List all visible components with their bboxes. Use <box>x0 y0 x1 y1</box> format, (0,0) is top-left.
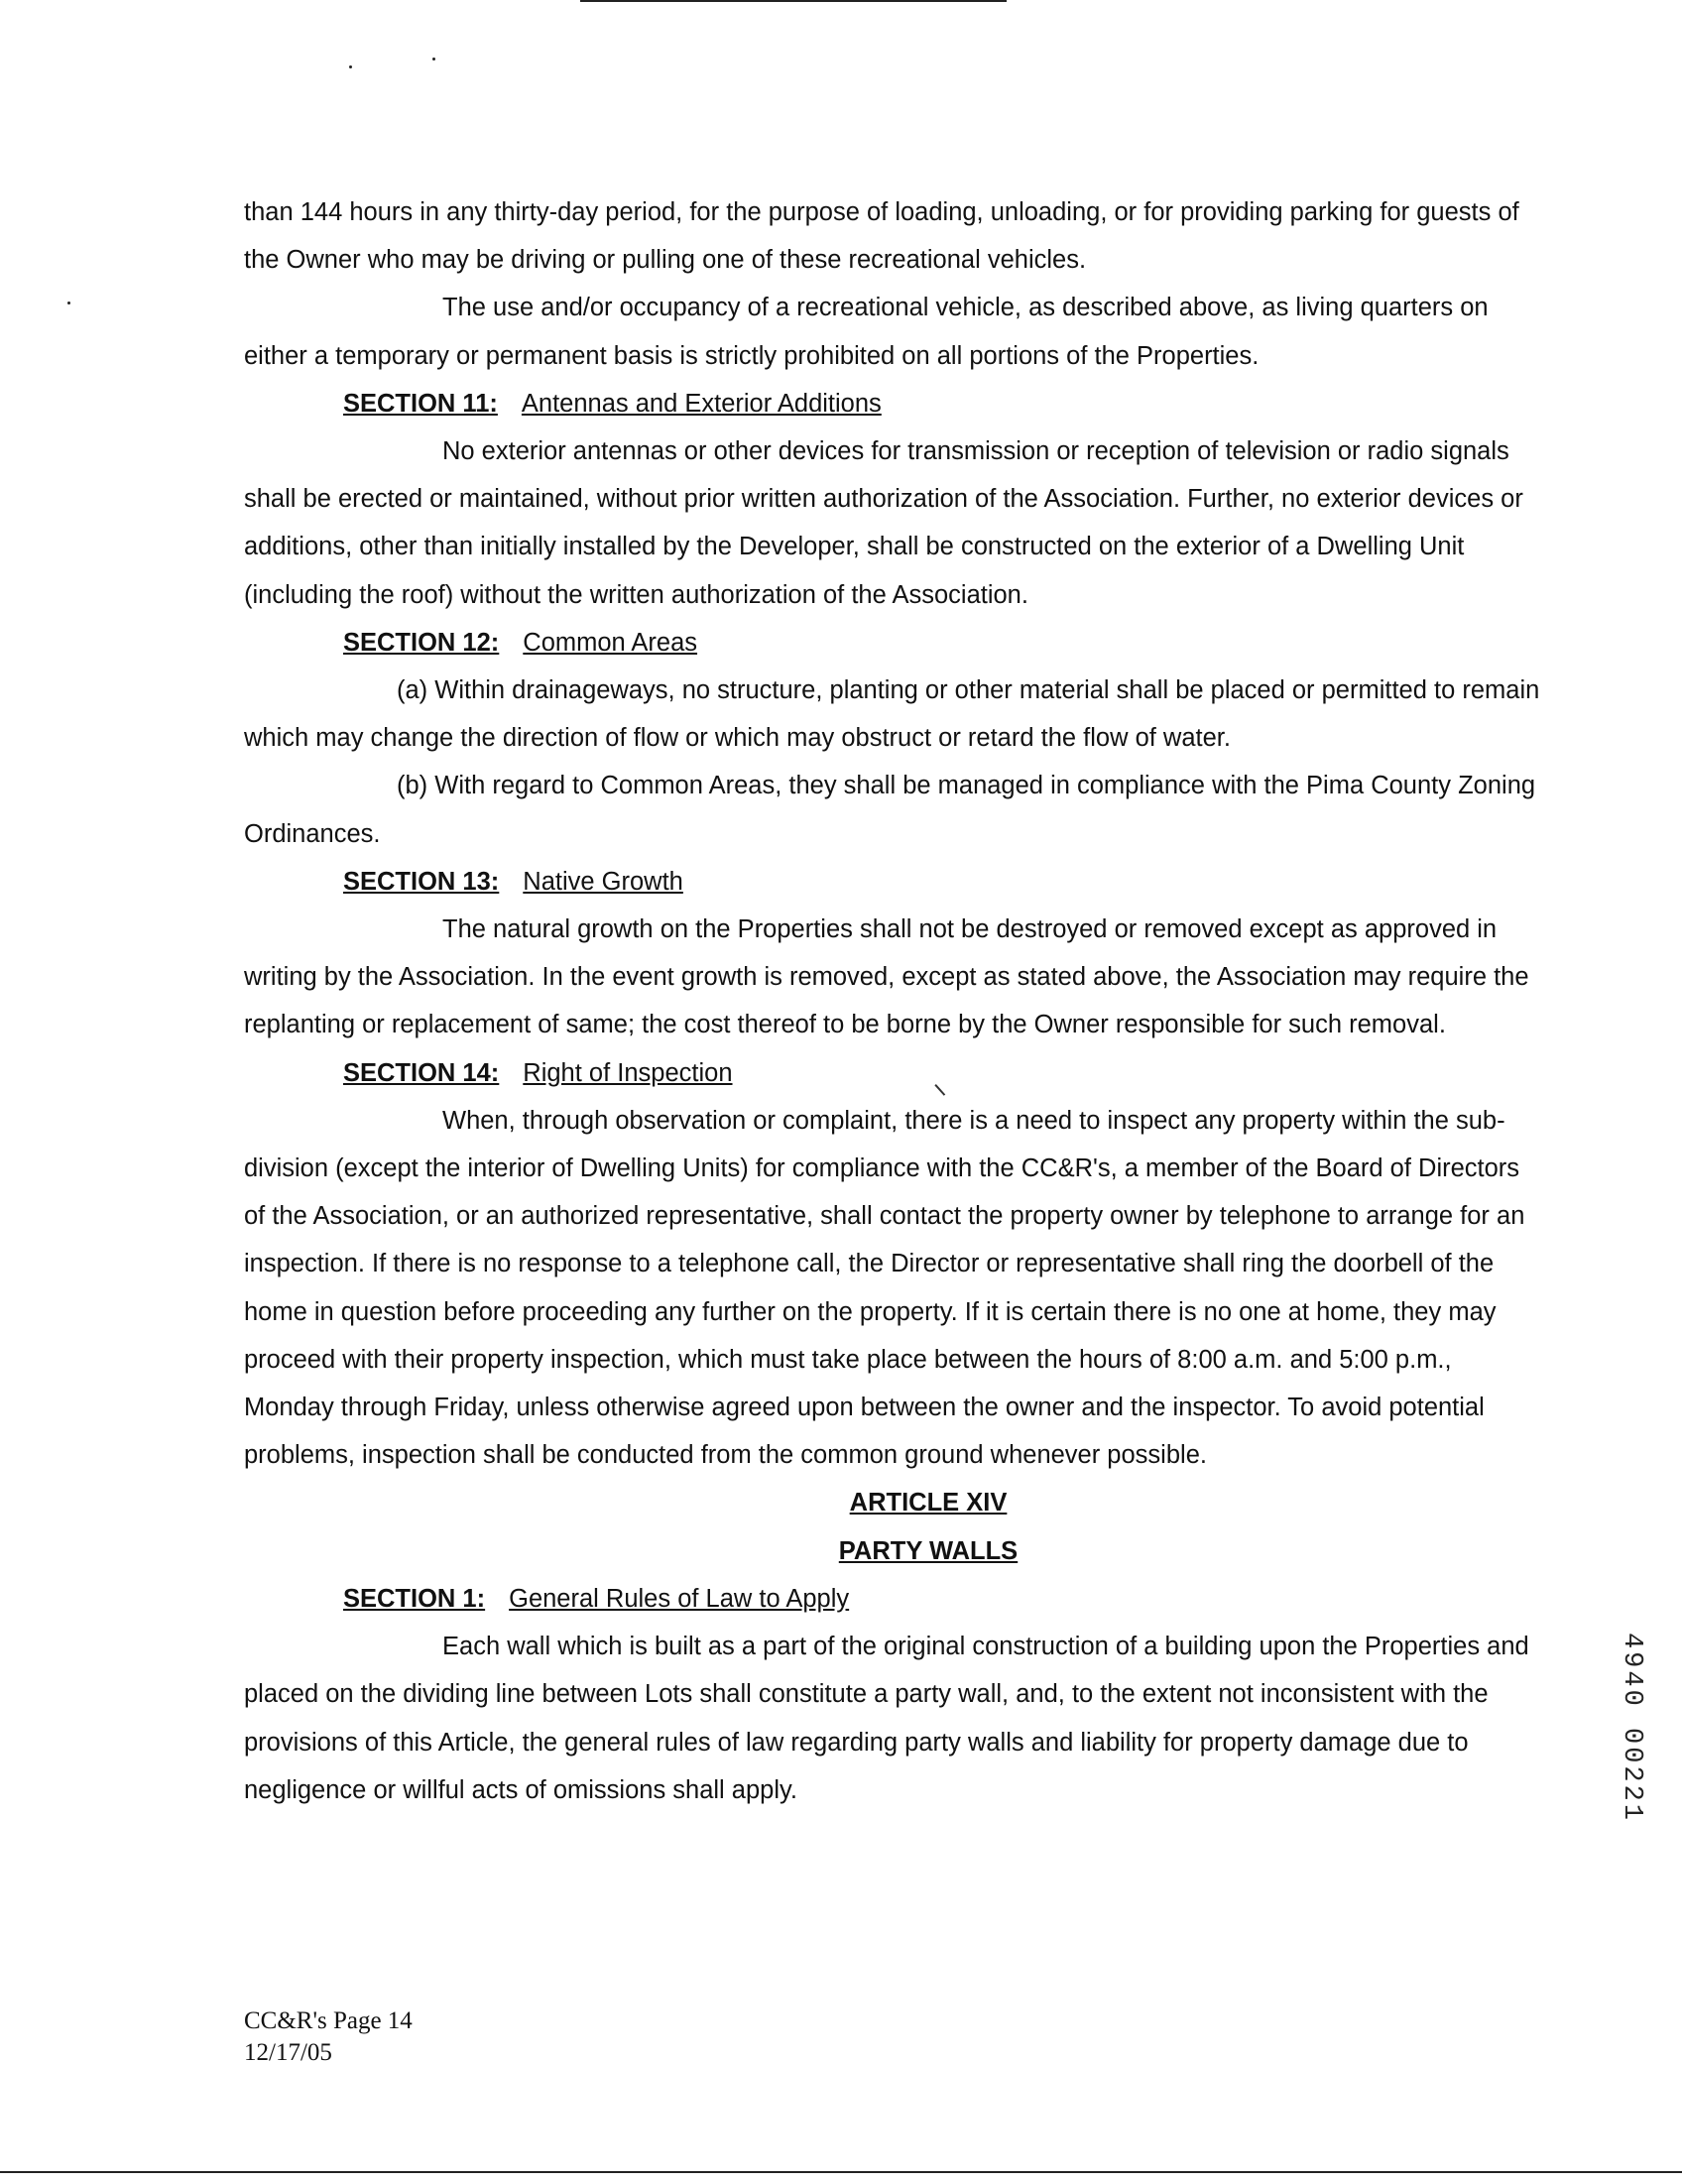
section-13-text: The natural growth on the Properties shall not be destroyed or removed except as approved in writing by the Association. In the event growth is removed, except as stated above, the Association may require the replanting or replacement of same; the cost thereof to be borne by the Owner responsible for such removal. <box>244 915 1529 1039</box>
recording-stamp-text: 4940 00221 <box>1617 1632 1646 1824</box>
top-scan-line <box>580 0 1007 2</box>
section-14-title: Right of Inspection <box>523 1058 733 1087</box>
scan-speck <box>432 58 435 61</box>
section-13-number: SECTION 13: <box>343 867 500 896</box>
section-12-heading <box>244 619 1543 667</box>
scan-speck <box>67 302 70 304</box>
paragraph-intro-2: The use and/or occupancy of a recreational vehicle, as described above, as living quarters on either a temporary or permanent basis is strictly prohibited on all portions of the Properties. <box>244 294 1489 370</box>
section-11-text: No exterior antennas or other devices for transmission or reception of television or radio signals shall be erected or maintained, without prior written authorization of the Association. Further, no exterior devices or additions, other than initially installed by the Developer, shall be constructed on the exterior of a Dwelling Unit (including the roof) without the written authorization of the Association. <box>244 437 1523 609</box>
article-section-1-heading <box>244 1575 1543 1623</box>
article-title: PARTY WALLS <box>838 1536 1019 1565</box>
section-14-number: SECTION 14: <box>343 1058 500 1087</box>
section-12-text-a: (a) Within drainageways, no structure, planting or other material shall be placed or permitted to remain which may change the direction of flow or which may obstruct or retard the flow of water. <box>244 676 1540 753</box>
footer-page-label: CC&R's Page 14 <box>244 2007 413 2034</box>
article-section-1-title: General Rules of Law to Apply <box>509 1584 850 1613</box>
bottom-scan-line <box>0 2171 1682 2173</box>
article-section-1-number: SECTION 1: <box>343 1584 486 1613</box>
section-11-heading <box>244 380 1543 427</box>
section-14-text: When, through observation or complaint, there is a need to inspect any property within the sub-division (except the interior of Dwelling Units) for compliance with the CC&R's, a member of the Board of Directors of the Association, or an authorized representative, shall contact the property owner by telephone to arrange for an inspection. If there is no response to a telephone call, the Director or representative shall ring the doorbell of the home in question before proceeding any further on the property. If it is certain there is no one at home, they may proceed with their property inspection, which must take place between the hours of 8:00 a.m. and 5:00 p.m., Monday through Friday, unless otherwise agreed upon between the owner and the inspector. To avoid potential problems, inspection shall be conducted from the common ground whenever possible. <box>244 1106 1525 1470</box>
page-footer <box>244 2005 413 2069</box>
document-body <box>244 188 1543 1814</box>
section-12-text-b: (b) With regard to Common Areas, they shall be managed in compliance with the Pima County Zoning Ordinances. <box>244 772 1536 848</box>
section-12-number: SECTION 12: <box>343 628 500 657</box>
article-number: ARTICLE XIV <box>849 1489 1008 1517</box>
recording-stamp <box>1617 1599 1646 1857</box>
section-11-number: SECTION 11: <box>343 389 498 418</box>
paragraph-intro-1: than 144 hours in any thirty-day period, for the purpose of loading, unloading, or for providing parking for guests of the Owner who may be driving or pulling one of these recreational vehicles. <box>244 198 1519 275</box>
article-section-1-text: Each wall which is built as a part of the original construction of a building upon the Properties and placed on the dividing line between Lots shall constitute a party wall, and, to the extent not inconsistent with the provisions of this Article, the general rules of law regarding party walls and liability for property damage due to negligence or willful acts of omissions shall apply. <box>244 1633 1529 1804</box>
footer-date: 12/17/05 <box>244 2039 332 2066</box>
section-13-title: Native Growth <box>523 867 683 896</box>
section-14-heading <box>244 1049 1543 1097</box>
scan-speck <box>349 65 352 68</box>
section-13-heading <box>244 858 1543 906</box>
section-12-title: Common Areas <box>523 628 698 657</box>
section-11-title: Antennas and Exterior Additions <box>521 389 882 418</box>
